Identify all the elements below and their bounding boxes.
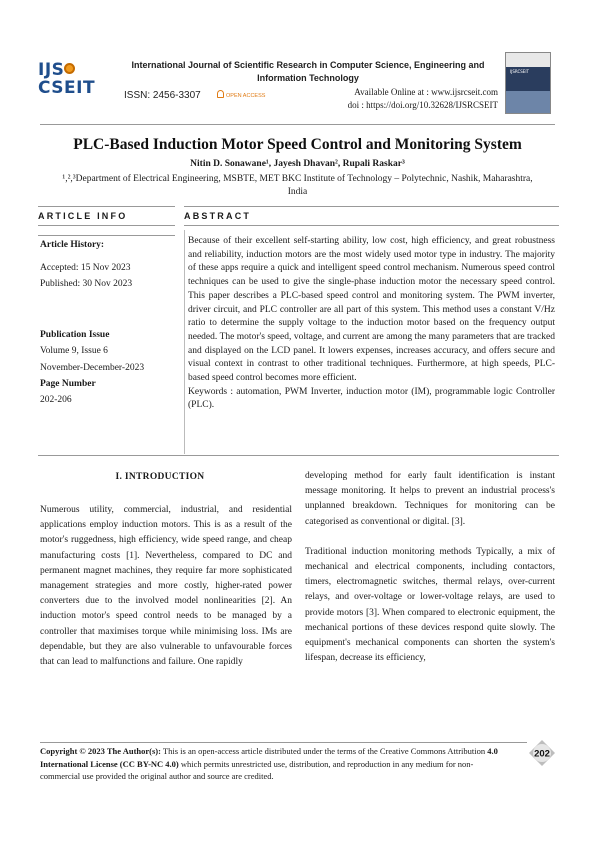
abstract-bottom-rule xyxy=(38,455,559,456)
copyright-notice xyxy=(40,745,510,783)
copyright-tail: which permits unrestricted use, distribution, and reproduction in any medium for non-commercial use provided the original author and source are credited. xyxy=(40,758,474,781)
open-lock-icon xyxy=(217,90,224,98)
abstract-heading: ABSTRACT xyxy=(184,211,252,221)
published-date: Published: 30 Nov 2023 xyxy=(40,279,133,289)
cover-text: IJSRCSEIT xyxy=(510,69,529,74)
article-info-top-rule xyxy=(38,206,175,207)
keywords: Keywords : automation, PWM Inverter, induction motor (IM), programmable logic Controller (PLC). xyxy=(188,386,555,411)
page-number: 202 xyxy=(534,748,550,760)
left-column-text: Numerous utility, commercial, industrial, and residential applications employ induction motors. This is as a result of the motor's ruggedness, high efficiency, wide speed range, and cheap manufacturing costs [1]. Nevertheless, compared to DC and permanent magnet machines, they require far more sophisticated management strategies and more costly, higher-rated power converters due to the involved model nonlinearities [2]. An induction motor's speed control needs to be managed by a controller that maximises torque while minimising loss. IMs are dependable, but they are also vulnerable to unfavourable forces that can lead to malfunctions and failure. One rapidly xyxy=(40,505,292,668)
accepted-date: Accepted: 15 Nov 2023 xyxy=(40,263,131,273)
issue-period: November-December-2023 xyxy=(40,363,145,373)
doi-link[interactable]: doi : https://doi.org/10.32628/IJSRCSEIT xyxy=(347,100,498,110)
paper-title: PLC-Based Induction Motor Speed Control and Monitoring System xyxy=(73,136,522,153)
abstract-header-rule xyxy=(184,225,559,226)
publication-issue-label: Publication Issue xyxy=(40,330,110,340)
right-column xyxy=(305,469,555,666)
abstract-top-rule xyxy=(184,206,559,207)
gear-icon xyxy=(64,63,75,74)
abstract-text: Because of their excellent self-starting ability, low cost, high efficiency, and great robustness and reliability, induction motors are the most widely used motor type in industry. The majority of these apps require a quick and intelligent speed control mechanism. Numerous speed control techniques can be used to give the single-phase induction motor the necessary speed control. This paper describes a PLC-based speed control and monitoring system. The PWM inverter, driver circuit, and PLC controller are all part of this system. This method uses a constant V/Hz ratio to determine the supply voltage to the induction motor based on the frequency output needed. The motor's speed, voltage, and current are among the many parameters that are tracked and displayed on the LCD panel. It lowers expenses, increases accuracy, and offers secure and visual context in contrast to other traditional techniques. Furthermore, at high speeds, PLC-based speed control becomes more efficient. xyxy=(188,236,555,384)
logo-text-top: IJS xyxy=(38,60,65,80)
journal-title: International Journal of Scientific Research in Computer Science, Engineering and Information Technology xyxy=(131,60,485,83)
section-heading-introduction: I. INTRODUCTION xyxy=(115,472,205,482)
abstract-body xyxy=(188,235,555,413)
right-paragraph-1: developing method for early fault identification is instant message monitoring. It helps to prevent an industrial process's unplanned breakdown. Techniques for monitoring can be categorised as conventional or digital. [3]. xyxy=(305,471,555,527)
copyright-label: Copyright © 2023 The Author(s): xyxy=(40,746,161,756)
license-link[interactable]: 4.0 International License (CC BY-NC 4.0) xyxy=(40,746,498,769)
right-paragraph-2: Traditional induction monitoring methods Typically, a mix of mechanical and electrical components, including contactors, timers, electromagnetic switches, thermal relays, over-current relays, and over-voltage or lower-voltage relays, are used to provide motors [3]. When compared to electronic equipment, the mechanical portions of these devices respond quite slowly. The equipment's mechanical components can shorten the system's lifespan, decrease its efficiency, xyxy=(305,546,555,664)
logo-text-bottom: CSEIT xyxy=(38,78,96,98)
page-number-badge xyxy=(529,740,555,766)
header-divider xyxy=(40,124,555,125)
journal-cover-thumbnail xyxy=(505,52,551,114)
copyright-text: This is an open-access article distributed under the terms of the Creative Commons Attribution xyxy=(160,746,488,756)
volume-issue: Volume 9, Issue 6 xyxy=(40,346,108,356)
open-access-badge xyxy=(217,90,265,99)
page-number-label: Page Number xyxy=(40,379,96,389)
footer-rule xyxy=(40,742,527,743)
article-info-heading: ARTICLE INFO xyxy=(38,211,128,221)
article-history-label: Article History: xyxy=(40,240,105,250)
issn: ISSN: 2456-3307 xyxy=(124,90,201,101)
available-online-link[interactable]: Available Online at : www.ijsrcseit.com xyxy=(354,87,498,97)
journal-logo xyxy=(38,62,102,110)
article-info-sub-rule xyxy=(38,225,175,236)
affiliation: ¹,²,³Department of Electrical Engineering, MSBTE, MET BKC Institute of Technology – Polytechnic, Nashik, Maharashtra, India xyxy=(62,174,533,197)
open-access-label: OPEN ACCESS xyxy=(226,93,266,99)
journal-links xyxy=(320,86,498,112)
page-range: 202-206 xyxy=(40,395,72,405)
author-list: Nitin D. Sonawane¹, Jayesh Dhavan², Rupali Raskar³ xyxy=(190,159,405,169)
